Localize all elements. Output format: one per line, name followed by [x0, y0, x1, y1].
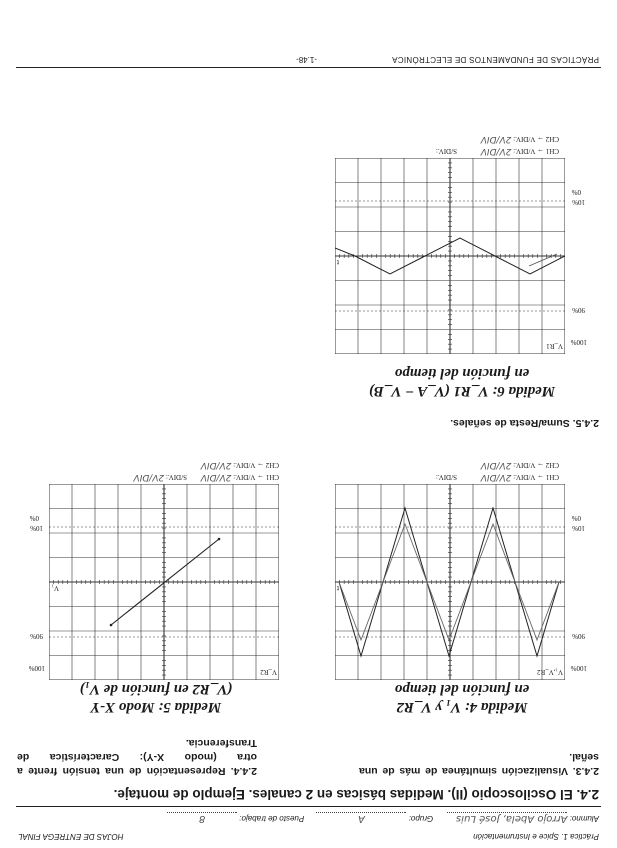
- ground-marker: t: [336, 584, 339, 593]
- trace-endpoint: [110, 624, 113, 627]
- ch1-setting-m4: CH1 → V/DIV.: 2V/DIV S/DIV.:: [435, 472, 559, 482]
- sheet-title: HOJAS DE ENTREGA FINAL: [18, 832, 124, 841]
- student-name-handwritten: Arrojo Abela, José Luis: [447, 812, 567, 824]
- footer-course: PRÁCTICAS DE FUNDAMENTOS DE ELECTRÓNICA: [391, 55, 599, 64]
- group-label: Grupo:: [408, 814, 434, 823]
- ch1-value-handwritten: 2V/DIV: [480, 472, 512, 482]
- scope-screen-measure-6: [335, 158, 565, 354]
- ch1-setting-m6: CH1 → V/DIV.: 2V/DIV S/DIV.:: [435, 146, 559, 156]
- ch2-value-handwritten: 2V/DIV: [480, 460, 512, 470]
- ground-marker: t: [336, 258, 339, 267]
- group-handwritten: A: [316, 812, 406, 824]
- pct-0: 0%: [571, 514, 581, 522]
- pct-100: 100%: [570, 664, 587, 672]
- section-title: 2.4. El Osciloscopio (II). Medidas básicas en 2 canales. Ejemplo de montaje.: [113, 787, 599, 802]
- ch2-setting-m4: CH2 → V/DIV.: 2V/DIV: [480, 460, 559, 470]
- ch1-value-handwritten: 2V/DIV: [200, 472, 232, 482]
- subsection-2-4-4: 2.4.4. Representación de una tensión frente a otra (modo X-Y): Característica de Transferencia.: [17, 737, 257, 777]
- pct-10: 10%: [572, 524, 585, 532]
- ch-label-vr1: V_R1: [546, 342, 563, 350]
- station-label: Puesto de trabajo:: [239, 814, 305, 823]
- pct-0: 0%: [571, 188, 581, 196]
- scope-screen-measure-4: [335, 484, 565, 680]
- student-info-line: [14, 810, 599, 824]
- pct-10: 10%: [572, 198, 585, 206]
- ch1-setting-m5: CH1 → V/DIV.: 2V/DIV S/DIV.: 2V/DIV: [133, 472, 279, 482]
- ch2-value-handwritten: 2V/DIV: [200, 460, 232, 470]
- axis-label-v1: V₁: [51, 584, 59, 592]
- header-rule: [16, 806, 601, 807]
- measure-6-title: Medida 6: V_R1 (V_A − V_B) en función del tiempo: [368, 365, 556, 399]
- pct-100: 100%: [28, 664, 45, 672]
- measure-4-title: Medida 4: V₁ y V_R2 en función del tiempo: [394, 681, 530, 715]
- pct-90: 90%: [572, 632, 585, 640]
- ch2-setting-m6: CH2 → V/DIV.: 2V/DIV: [480, 134, 559, 144]
- ch-label-vr2: V_R2: [260, 668, 277, 676]
- station-handwritten: 8: [167, 812, 237, 824]
- xdiv-value-handwritten: 2V/DIV: [133, 472, 165, 482]
- subsection-2-4-3: 2.4.3. Visualización simultánea de más de una señal.: [359, 751, 599, 777]
- measure-5-title: Medida 5: Modo X-Y (V_R2 en función de V₁): [79, 681, 233, 715]
- practice-title: Práctica 1. Spice e Instrumentación: [473, 832, 599, 841]
- ch2-value-handwritten: 2V/DIV: [480, 134, 512, 144]
- pct-0: 0%: [29, 514, 39, 522]
- pct-90: 90%: [30, 632, 43, 640]
- pct-100: 100%: [570, 338, 587, 346]
- pct-10: 10%: [30, 524, 43, 532]
- ch-label-v1-vr2: V₁,V_R2: [537, 668, 563, 676]
- trace-endpoint: [218, 538, 221, 541]
- scope-screen-measure-5: [49, 484, 279, 680]
- footer-rule: [16, 67, 601, 68]
- student-label: Alumno:: [569, 814, 599, 823]
- pct-90: 90%: [572, 306, 585, 314]
- ch1-value-handwritten: 2V/DIV: [480, 146, 512, 156]
- subsection-2-4-5: 2.4.5. Suma/Resta de señales.: [450, 417, 599, 429]
- ch2-setting-m5: CH2 → V/DIV.: 2V/DIV: [200, 460, 279, 470]
- page-number: -1.48-: [296, 55, 317, 64]
